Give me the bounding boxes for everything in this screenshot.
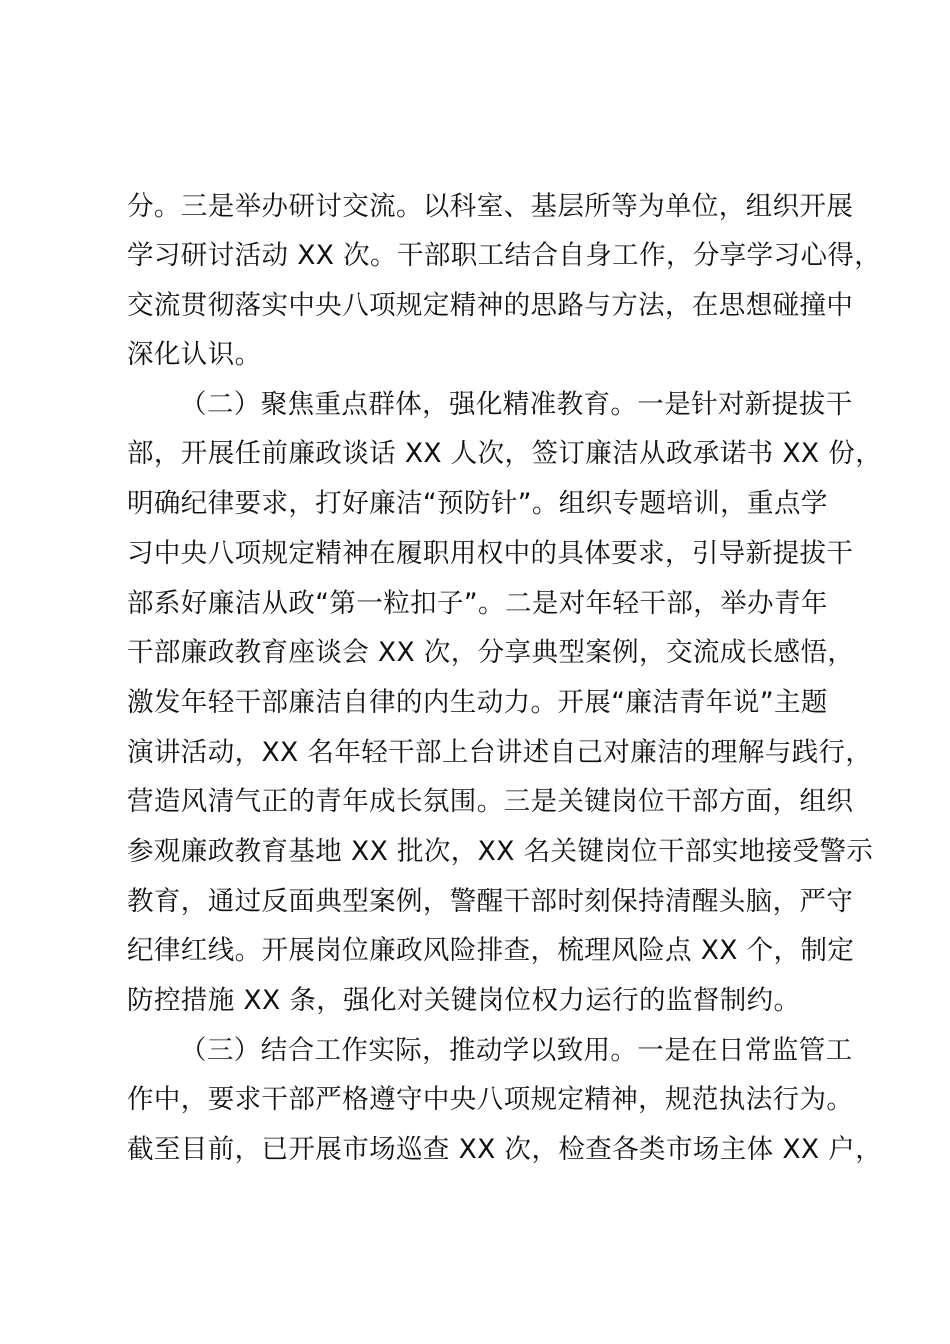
text-line: 演讲活动，XX 名年轻干部上台讲述自己对廉洁的理解与践行， (127, 737, 873, 768)
text-line: 激发年轻干部廉洁自律的内生动力。开展“廉洁青年说”主题 (127, 687, 828, 718)
text-line: 参观廉政教育基地 XX 批次，XX 名关键岗位干部实地接受警示 (127, 836, 874, 867)
text-line: 干部廉政教育座谈会 XX 次，分享典型案例，交流成长感悟， (127, 637, 855, 668)
text-line: 部系好廉洁从政“第一粒扣子”。二是对年轻干部，举办青年 (127, 588, 828, 619)
text-line: 交流贯彻落实中央八项规定精神的思路与方法，在思想碰撞中 (127, 290, 854, 321)
text-line: 学习研讨活动 XX 次。干部职工结合自身工作，分享学习心得， (127, 240, 882, 271)
text-line: 明确纪律要求，打好廉洁“预防针”。组织专题培训，重点学 (127, 488, 828, 519)
text-line: 防控措施 XX 条，强化对关键岗位权力运行的监督制约。 (127, 985, 801, 1016)
text-line: 习中央八项规定精神在履职用权中的具体要求，引导新提拔干 (127, 538, 854, 569)
text-line: 纪律红线。开展岗位廉政风险排查，梳理风险点 XX 个，制定 (127, 935, 855, 966)
text-line: 营造风清气正的青年成长氛围。三是关键岗位干部方面，组织 (127, 786, 854, 817)
text-line: 分。三是举办研讨交流。以科室、基层所等为单位，组织开展 (127, 191, 854, 222)
text-line: 部，开展任前廉政谈话 XX 人次，签订廉洁从政承诺书 XX 份， (127, 438, 883, 469)
text-line: 截至目前，已开展市场巡查 XX 次，检查各类市场主体 XX 户， (127, 1134, 883, 1165)
text-line: 教育，通过反面典型案例，警醒干部时刻保持清醒头脑，严守 (127, 886, 854, 917)
text-line: 作中，要求干部严格遵守中央八项规定精神，规范执法行为。 (127, 1084, 854, 1115)
paragraph-heading-2: （二）聚焦重点群体，强化精准教育。一是针对新提拔干 (180, 389, 853, 420)
text-line: 深化认识。 (127, 339, 262, 370)
paragraph-heading-3: （三）结合工作实际，推动学以致用。一是在日常监管工 (180, 1035, 853, 1066)
